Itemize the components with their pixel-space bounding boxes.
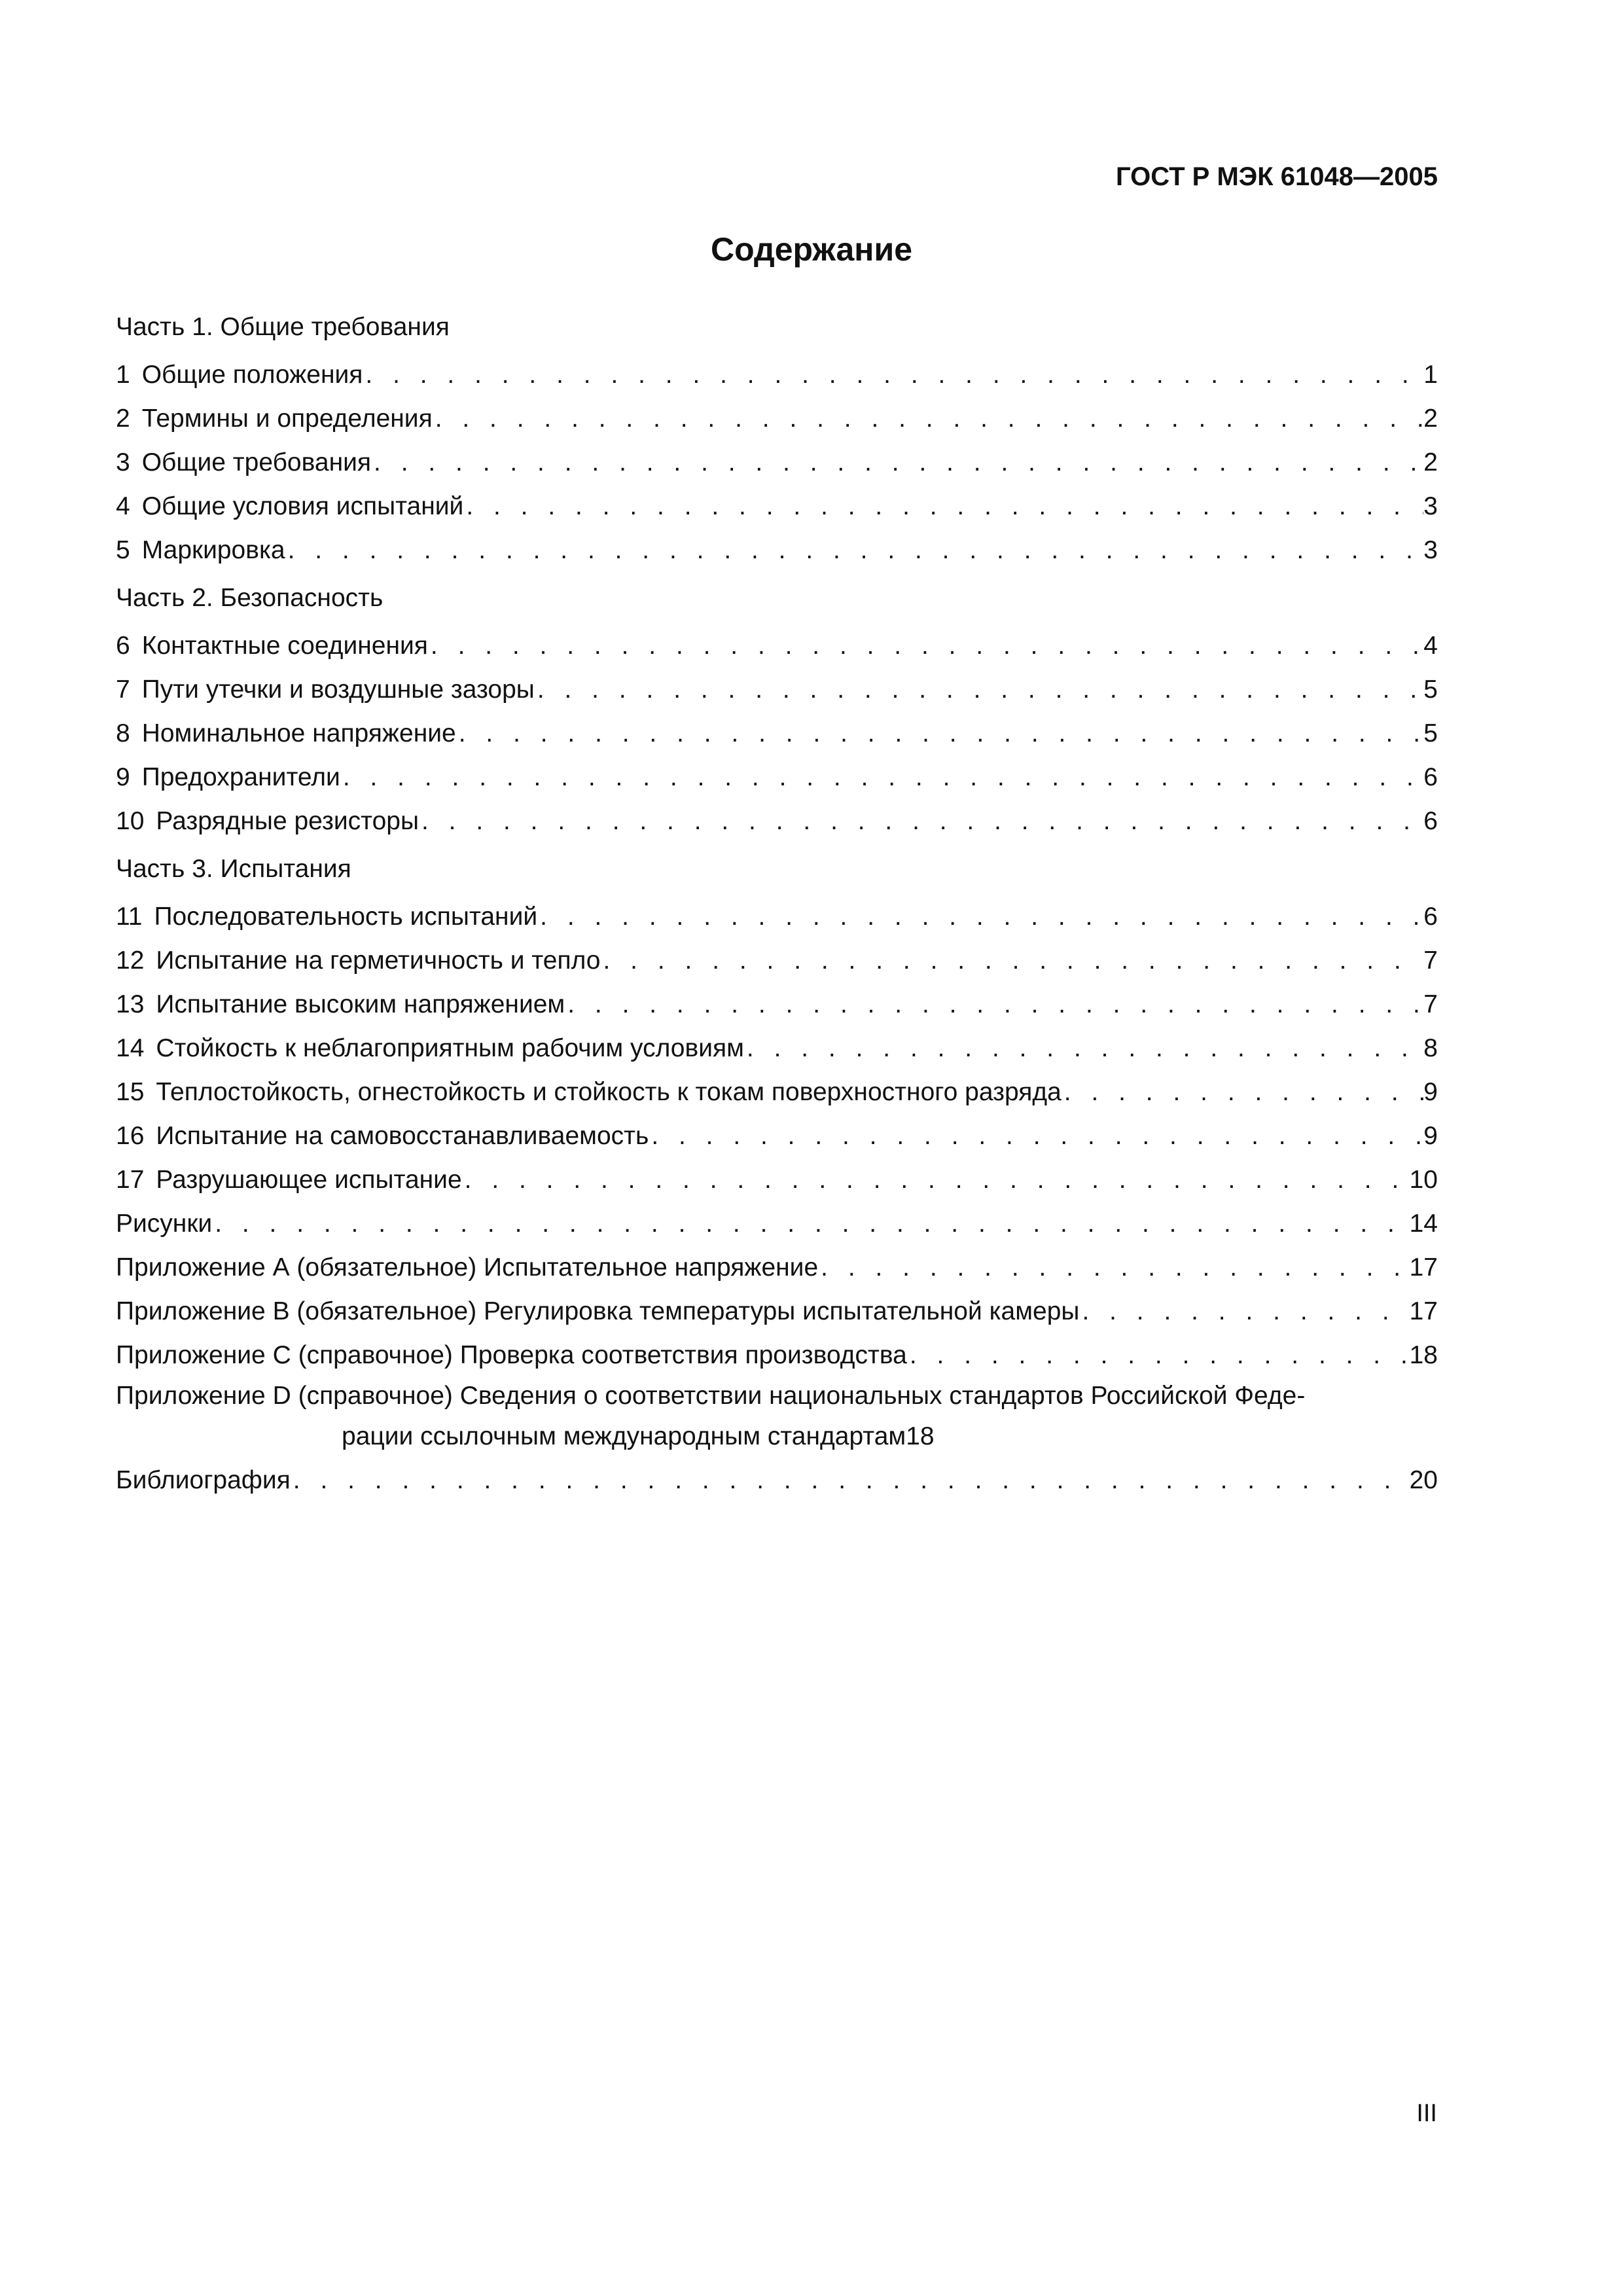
dot-leader: [744, 1026, 1423, 1070]
toc-entry-title: Испытание на герметичность и тепло: [156, 946, 601, 975]
toc-entry-page: 3: [1423, 492, 1438, 520]
toc-entry-page: 1: [1423, 361, 1438, 389]
toc-entry-number: 15: [116, 1078, 145, 1106]
toc-entry-appendix-a[interactable]: [116, 1246, 1438, 1289]
document-code: ГОСТ Р МЭК 61048—2005: [1115, 162, 1438, 191]
toc-entry[interactable]: [116, 895, 1438, 939]
toc-entry-number: 8: [116, 719, 130, 747]
toc-entry[interactable]: [116, 982, 1438, 1026]
toc-entry-number: 12: [116, 946, 145, 975]
table-of-contents: [116, 301, 1438, 1502]
toc-part-heading-1: Часть 1. Общие требования: [116, 313, 450, 341]
dot-leader: [463, 484, 1423, 528]
toc-entry[interactable]: [116, 711, 1438, 755]
toc-entry-page: 6: [1423, 807, 1438, 835]
toc-entry-page: 6: [1423, 903, 1438, 931]
dot-leader: [340, 755, 1423, 799]
dot-leader: [565, 982, 1423, 1026]
toc-entry-page: 2: [1423, 448, 1438, 476]
toc-entry[interactable]: [116, 484, 1438, 528]
toc-entry-page: 14: [1409, 1210, 1438, 1238]
toc-entry-page: 20: [1409, 1466, 1438, 1494]
toc-entry-number: 7: [116, 675, 130, 704]
toc-entry-number: 14: [116, 1034, 145, 1062]
toc-entry-bibliography[interactable]: [116, 1458, 1438, 1502]
toc-entry-number: 5: [116, 536, 130, 564]
toc-entry-title: Маркировка: [141, 536, 285, 564]
toc-entry-title: Контактные соединения: [141, 632, 428, 660]
toc-entry-title: Общие условия испытаний: [141, 492, 464, 520]
toc-entry-number: 3: [116, 448, 130, 476]
toc-entry-number: 4: [116, 492, 130, 520]
toc-entry-title: Общие положения: [141, 361, 363, 389]
dot-leader: [371, 440, 1423, 484]
dot-leader: [433, 397, 1424, 440]
dot-leader: [649, 1114, 1423, 1158]
toc-entry[interactable]: [116, 528, 1438, 572]
toc-entry-appendix-c[interactable]: [116, 1333, 1438, 1377]
toc-entry[interactable]: [116, 397, 1438, 440]
toc-entry-title: Стойкость к неблагоприятным рабочим условиям: [156, 1034, 744, 1062]
page-number: III: [1416, 2100, 1437, 2127]
toc-entry-title: Последовательность испытаний: [154, 903, 538, 931]
toc-entry-page: 17: [1409, 1297, 1438, 1325]
dot-leader: [1079, 1289, 1409, 1333]
dot-leader: [907, 1333, 1410, 1377]
toc-entry-title: Приложение С (справочное) Проверка соответствия производства: [116, 1341, 907, 1369]
dot-leader: [212, 1202, 1409, 1246]
toc-entry-number: 10: [116, 807, 145, 835]
toc-entry-page: 18: [906, 1422, 935, 1450]
toc-entry-number: 11: [116, 903, 143, 931]
toc-entry-title: Предохранители: [141, 763, 340, 791]
toc-entry[interactable]: [116, 668, 1438, 711]
dot-leader: [363, 353, 1423, 397]
toc-entry-title: Теплостойкость, огнестойкость и стойкость к токам поверхностного разряда: [156, 1078, 1061, 1106]
toc-entry-number: 6: [116, 632, 130, 660]
toc-entry-title-line2: рации ссылочным международным стандартам: [342, 1422, 906, 1450]
toc-entry[interactable]: [116, 755, 1438, 799]
dot-leader: [601, 939, 1424, 982]
toc-entry-page: 5: [1423, 719, 1438, 747]
toc-entry-page: 7: [1423, 990, 1438, 1018]
toc-entry-page: 9: [1423, 1122, 1438, 1150]
toc-part-heading-3: Часть 3. Испытания: [116, 855, 351, 883]
dot-leader: [428, 624, 1423, 668]
dot-leader: [456, 711, 1424, 755]
dot-leader: [537, 895, 1423, 939]
toc-entry-title: Рисунки: [116, 1210, 213, 1238]
toc-entry-number: 16: [116, 1122, 145, 1150]
toc-entry-number: 1: [116, 361, 130, 389]
toc-entry-title: Пути утечки и воздушные зазоры: [141, 675, 535, 704]
toc-entry-number: 13: [116, 990, 145, 1018]
toc-entry-page: 8: [1423, 1034, 1438, 1062]
toc-entry-title: Библиография: [116, 1466, 291, 1494]
toc-entry[interactable]: [116, 624, 1438, 668]
toc-entry-title: Разрушающее испытание: [156, 1166, 462, 1194]
toc-entry-number: 17: [116, 1166, 145, 1194]
toc-entry-page: 2: [1423, 404, 1438, 433]
page-title: Содержание: [710, 231, 913, 268]
toc-entry-title-line1: Приложение D (справочное) Сведения о соответствии национальных стандартов Российской Феде-: [116, 1382, 1306, 1410]
toc-entry-title: Испытание на самовосстанавливаемость: [156, 1122, 649, 1150]
toc-entry-title: Разрядные резисторы: [156, 807, 419, 835]
toc-entry-page: 18: [1409, 1341, 1438, 1369]
toc-entry-page: 9: [1423, 1078, 1438, 1106]
toc-entry-page: 6: [1423, 763, 1438, 791]
toc-entry-title: Общие требования: [141, 448, 372, 476]
toc-entry-number: 2: [116, 404, 130, 433]
toc-entry-appendix-d[interactable]: [116, 1377, 1438, 1458]
toc-entry-figures[interactable]: [116, 1202, 1438, 1246]
toc-entry-page: 4: [1423, 632, 1438, 660]
toc-entry-title: Испытание высоким напряжением: [156, 990, 565, 1018]
toc-entry-title: Термины и определения: [141, 404, 433, 433]
toc-entry-title-line2-row: [116, 1415, 1438, 1458]
toc-entry-title: Номинальное напряжение: [141, 719, 456, 747]
toc-entry[interactable]: [116, 799, 1438, 843]
toc-entry-title: Приложение В (обязательное) Регулировка температуры испытательной камеры: [116, 1297, 1080, 1325]
toc-entry[interactable]: [116, 1070, 1438, 1114]
dot-leader: [291, 1458, 1410, 1502]
toc-entry-page: 17: [1409, 1253, 1438, 1282]
toc-entry[interactable]: [116, 1114, 1438, 1158]
dot-leader: [818, 1246, 1409, 1289]
toc-entry-page: 7: [1423, 946, 1438, 975]
toc-entry-number: 9: [116, 763, 130, 791]
dot-leader: [535, 668, 1423, 711]
toc-entry[interactable]: [116, 1026, 1438, 1070]
toc-entry-page: 10: [1409, 1166, 1438, 1194]
toc-part-heading-2: Часть 2. Безопасность: [116, 584, 383, 612]
toc-entry-title: Приложение А (обязательное) Испытательное напряжение: [116, 1253, 819, 1282]
toc-entry-page: 5: [1423, 675, 1438, 704]
dot-leader: [462, 1158, 1410, 1202]
toc-entry[interactable]: [116, 440, 1438, 484]
toc-entry[interactable]: [116, 1158, 1438, 1202]
toc-entry-appendix-b[interactable]: [116, 1289, 1438, 1333]
toc-entry[interactable]: [116, 939, 1438, 982]
toc-entry-page: 3: [1423, 536, 1438, 564]
toc-entry[interactable]: [116, 353, 1438, 397]
dot-leader: [285, 528, 1424, 572]
dot-leader: [419, 799, 1423, 843]
dot-leader: [1061, 1070, 1424, 1114]
